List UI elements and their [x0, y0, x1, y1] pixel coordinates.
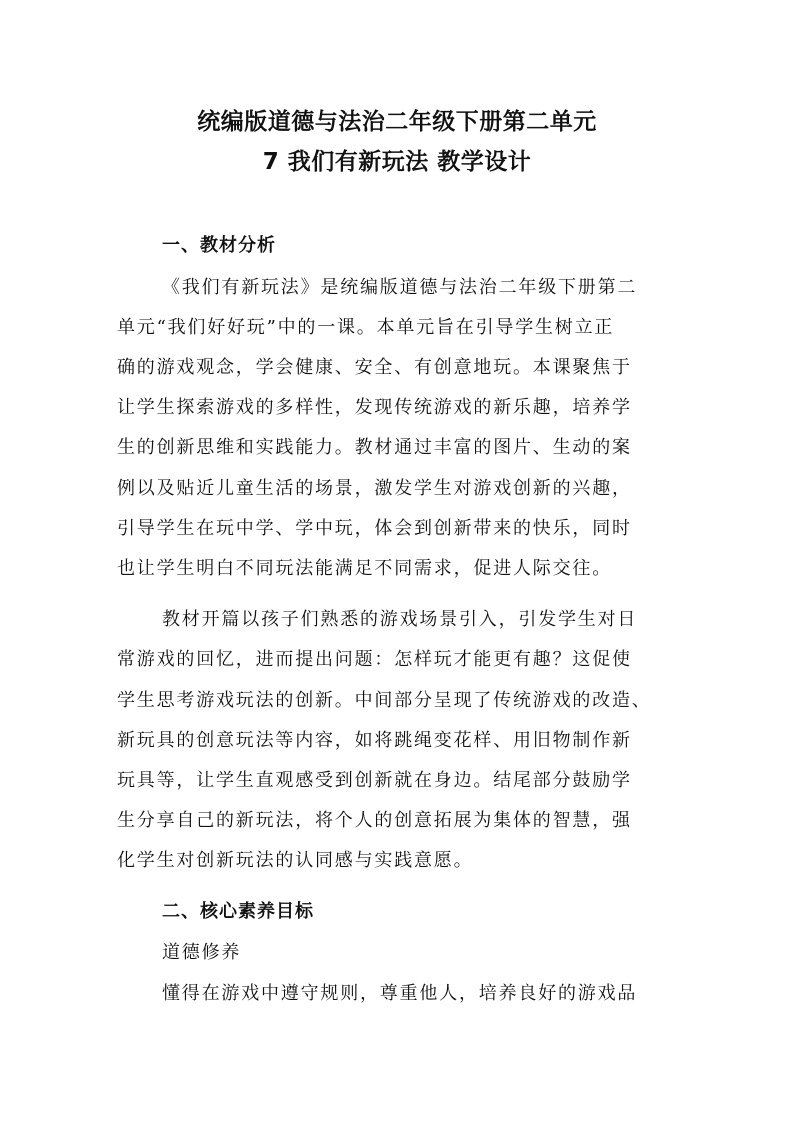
- paragraph-line: 化学生对创新玩法的认同感与实践意愿。: [117, 850, 474, 871]
- paragraph-line: 确的游戏观念，学会健康、安全、有创意地玩。本课聚焦于: [117, 357, 632, 378]
- section-heading-core-literacy-goals: 二、核心素养目标: [162, 901, 314, 922]
- document-title: 统编版道德与法治二年级下册第二单元: [197, 109, 597, 135]
- paragraph-line: 也让学生明白不同玩法能满足不同需求，促进人际交往。: [117, 558, 612, 579]
- paragraph-line: 生分享自己的新玩法，将个人的创意拓展为集体的智慧，强: [117, 810, 632, 831]
- paragraph-line: 懂得在游戏中遵守规则，尊重他人，培养良好的游戏品: [162, 983, 638, 1004]
- paragraph-line: 例以及贴近儿童生活的场景，激发学生对游戏创新的兴趣，: [117, 478, 632, 499]
- paragraph-line: 生的创新思维和实践能力。教材通过丰富的图片、生动的案: [117, 437, 632, 458]
- paragraph-line: 教材开篇以孩子们熟悉的游戏场景引入，引发学生对日: [162, 609, 638, 630]
- document-subtitle: 7 我们有新玩法 教学设计: [262, 149, 532, 175]
- paragraph-line: 玩具等，让学生直观感受到创新就在身边。结尾部分鼓励学: [117, 770, 632, 791]
- paragraph-line: 引导学生在玩中学、学中玩，体会到创新带来的快乐，同时: [117, 518, 632, 539]
- paragraph-line: 常游戏的回忆，进而提出问题：怎样玩才能更有趣？这促使: [117, 649, 632, 670]
- paragraph-line: 《我们有新玩法》是统编版道德与法治二年级下册第二: [162, 277, 638, 298]
- paragraph-line: 新玩具的创意玩法等内容，如将跳绳变花样、用旧物制作新: [117, 730, 632, 751]
- paragraph-line: 让学生探索游戏的多样性，发现传统游戏的新乐趣，培养学: [117, 397, 632, 418]
- subheading-moral-cultivation: 道德修养: [162, 942, 242, 963]
- section-heading-textbook-analysis: 一、教材分析: [162, 235, 276, 256]
- paragraph-line: 学生思考游戏玩法的创新。中间部分呈现了传统游戏的改造、: [117, 690, 652, 711]
- paragraph-line: 单元“我们好好玩”中的一课。本单元旨在引导学生树立正: [117, 317, 615, 338]
